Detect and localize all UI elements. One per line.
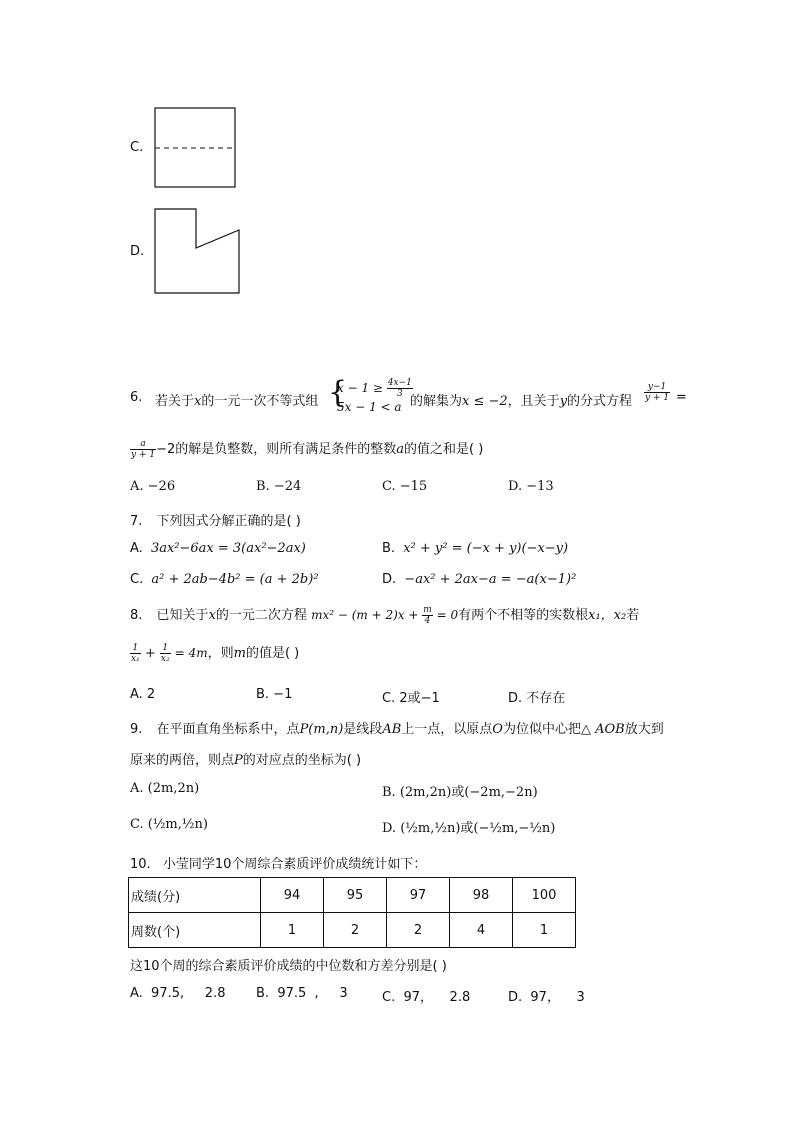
q6-text-7: 的值之和是( ) (404, 442, 484, 457)
q9-point: P(m,n) (299, 722, 344, 737)
q6-text-1: 若关于 (155, 394, 195, 409)
figure-c-square (154, 107, 238, 189)
q9-option-b: B. (2m,2n)或(−2m,−2n) (382, 785, 538, 800)
q7-number: 7. (130, 514, 143, 529)
q6-fraction-2: $\frac{a}{y + 1}$ (131, 439, 156, 460)
q6-number: 6. (130, 390, 143, 405)
q9-segment: AB (382, 722, 402, 737)
q9-origin: O (492, 722, 503, 737)
q8-option-d: D. 不存在 (508, 691, 566, 706)
question-8-line2: $\frac{1}{\text{x₁}}$ + $\frac{1}{\text{x₂}}$ = 4m，则m的值是( ) (131, 643, 300, 664)
q6-option-c: C. −15 (382, 479, 428, 494)
q10-option-a: A. 97.5, 2.8 (130, 986, 226, 1001)
question-6-line2 (130, 438, 483, 460)
q8-option-b: B. −1 (256, 687, 293, 702)
q8-option-a: A. 2 (130, 687, 156, 702)
q8-number: 8. (130, 608, 143, 623)
q6-text-4: ，且关于 (507, 394, 560, 409)
score-table (128, 877, 576, 948)
q8-text-5: ，则 (207, 646, 234, 661)
q8-var-x: x (208, 608, 216, 623)
table-cell: 100 (513, 878, 576, 913)
q8-option-c: C. 2或−1 (382, 691, 440, 706)
q10-option-b: B. 97.5 , 3 (256, 986, 348, 1001)
option-c-label: C. (130, 140, 144, 155)
table-cell: 2 (324, 913, 387, 948)
q8-rhs: = 4m (174, 646, 208, 660)
q6-text-2: 的一元一次不等式组 (201, 394, 319, 409)
q8-text-6: 的值是( ) (245, 646, 300, 661)
q6-system-brace: { (328, 375, 348, 410)
q8-fraction-2: $\frac{1}{\text{x₂}}$ (160, 643, 170, 664)
q6-var-x: x (194, 394, 202, 409)
q8-var-m: m (233, 646, 246, 661)
question-7-stem (130, 510, 301, 529)
table-row (129, 878, 576, 913)
q9-option-c: C. (½m,½n) (130, 817, 208, 832)
q6-option-d: D. −13 (508, 479, 554, 494)
table-cell: 1 (513, 913, 576, 948)
table-cell: 1 (261, 913, 324, 948)
q8-text-2: 的一元二次方程 (215, 608, 307, 623)
q10-option-d: D. 97， 3 (508, 990, 585, 1005)
q6-inequality-1-fraction: $\frac{4x-1}{3}$ (387, 378, 412, 399)
q10-number: 10. (130, 857, 151, 872)
q10-text: 小莹同学10个周综合素质评价成绩统计如下： (162, 857, 427, 872)
question-9-line2: 原来的两倍，则点P的对应点的坐标为( ) (130, 753, 362, 768)
q8-equation: mx² − (m + 2)x + $\frac{m}{4}$ = 0 (311, 605, 459, 626)
q9-var-p: P (234, 753, 243, 768)
q7-option-a: A. 3ax²−6ax = 3(ax²−2ax) (130, 541, 306, 556)
q8-fraction-1: $\frac{1}{\text{x₁}}$ (131, 643, 140, 664)
q7-option-b: B. x² + y² = (−x + y)(−x−y) (382, 541, 569, 556)
table-cell: 97 (387, 878, 450, 913)
q6-var-a: a (396, 442, 405, 457)
q6-option-a: A. −26 (130, 479, 176, 494)
q6-solution: x ≤ −2 (462, 394, 508, 409)
table-cell: 95 (324, 878, 387, 913)
option-d-label: D. (130, 244, 145, 259)
table-cell: 94 (261, 878, 324, 913)
q9-option-a: A. (2m,2n) (130, 781, 200, 796)
table-header-score: 成绩(分) (129, 878, 261, 913)
q6-inequality-2: 5x − 1 < a (337, 400, 402, 414)
q7-option-c: C. a² + 2ab−4b² = (a + 2b)² (130, 572, 319, 587)
table-cell: 2 (387, 913, 450, 948)
question-8-line1 (130, 604, 639, 626)
table-cell: 4 (450, 913, 513, 948)
question-9-line1: 9. 在平面直角坐标系中，点P(m,n)是线段AB上一点，以原点O为位似中心把△ AOB放大到 (130, 722, 664, 737)
q9-number: 9. (130, 722, 143, 737)
q8-text-3: 有两个不相等的实数根 (458, 608, 589, 623)
q7-option-d: D. −ax² + 2ax−a = −a(x−1)² (382, 572, 577, 587)
q6-inequality-1: x − 1 ≥ $\frac{4x-1}{3}$ (337, 378, 412, 399)
q8-text-4: 若 (626, 608, 640, 623)
table-header-weeks: 周数(个) (129, 913, 261, 948)
q6-equals: = (676, 390, 687, 405)
q6-fraction-1: $\frac{y-1}{y + 1}$ (645, 382, 670, 403)
q9-option-d: D. (½m,½n)或(−½m,−½n) (382, 821, 556, 836)
q6-var-y: y (559, 394, 568, 409)
q8-text-1: 已知关于 (156, 608, 209, 623)
q10-option-c: C. 97， 2.8 (382, 990, 471, 1005)
question-10-stem (130, 853, 426, 872)
q6-text-5: 的分式方程 (567, 394, 633, 409)
q10-question: 这10个周的综合素质评价成绩的中位数和方差分别是( ) (130, 959, 447, 974)
q8-roots: x₁，x₂ (588, 608, 627, 623)
figure-d-shape (154, 208, 242, 296)
q7-text: 下列因式分解正确的是( ) (156, 514, 301, 529)
q6-option-b: B. −24 (256, 479, 302, 494)
table-row (129, 913, 576, 948)
q6-text-6: −2的解是负整数，则所有满足条件的整数 (156, 442, 397, 457)
table-cell: 98 (450, 878, 513, 913)
q6-text-3: 的解集为 (410, 394, 463, 409)
q9-triangle: △ AOB (580, 722, 625, 737)
